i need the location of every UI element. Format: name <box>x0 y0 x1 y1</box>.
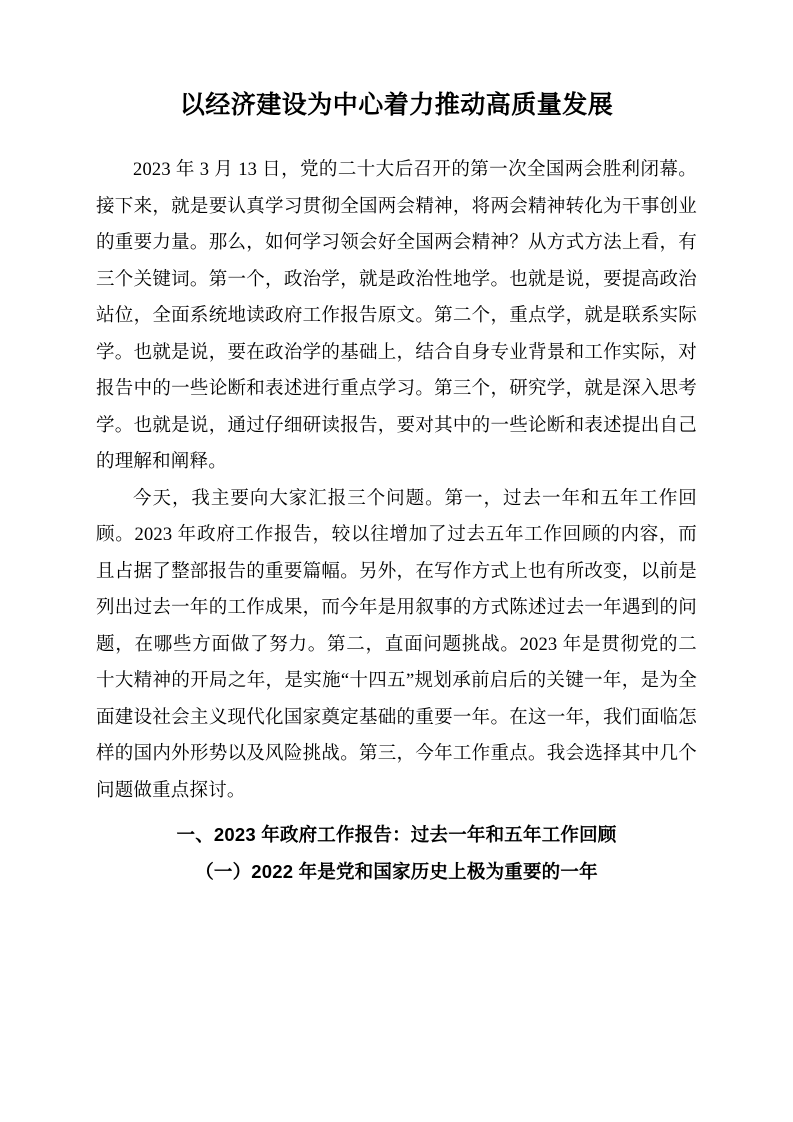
paragraph-1: 2023 年 3 月 13 日，党的二十大后召开的第一次全国两会胜利闭幕。接下来，就是要认真学习贯彻全国两会精神，将两会精神转化为干事创业的重要力量。那么，如何学习领会好全国两会精神？从方式方法上看，有三个关键词。第一个，政治学，就是政治性地学。也就是说，要提高政治站位，全面系统地读政府工作报告原文。第二个，重点学，就是联系实际学。也就是说，要在政治学的基础上，结合自身专业背景和工作实际，对报告中的一些论断和表述进行重点学习。第三个，研究学，就是深入思考学。也就是说，通过仔细研读报告，要对其中的一些论断和表述提出自己的理解和阐释。 <box>96 160 697 472</box>
section-heading-level2: （一）2022 年是党和国家历史上极为重要的一年 <box>195 860 598 882</box>
page-title: 以经济建设为中心着力推动高质量发展 <box>179 91 614 119</box>
section-heading-level1: 一、2023 年政府工作报告：过去一年和五年工作回顾 <box>176 824 617 845</box>
paragraph-2: 今天，我主要向大家汇报三个问题。第一，过去一年和五年工作回顾。2023 年政府工作报告，较以往增加了过去五年工作回顾的内容，而且占据了整部报告的重要篇幅。另外，在写作方式上也有所改变，以前是列出过去一年的工作成果，而今年是用叙事的方式陈述过去一年遇到的问题，在哪些方面做了努力。第二，直面问题挑战。2023 年是贯彻党的二十大精神的开局之年，是实施“十四五”规划承前启后的关键一年，是为全面建设社会主义现代化国家奠定基础的重要一年。在这一年，我们面临怎样的国内外形势以及风险挑战。第三，今年工作重点。我会选择其中几个问题做重点探讨。 <box>96 488 697 801</box>
